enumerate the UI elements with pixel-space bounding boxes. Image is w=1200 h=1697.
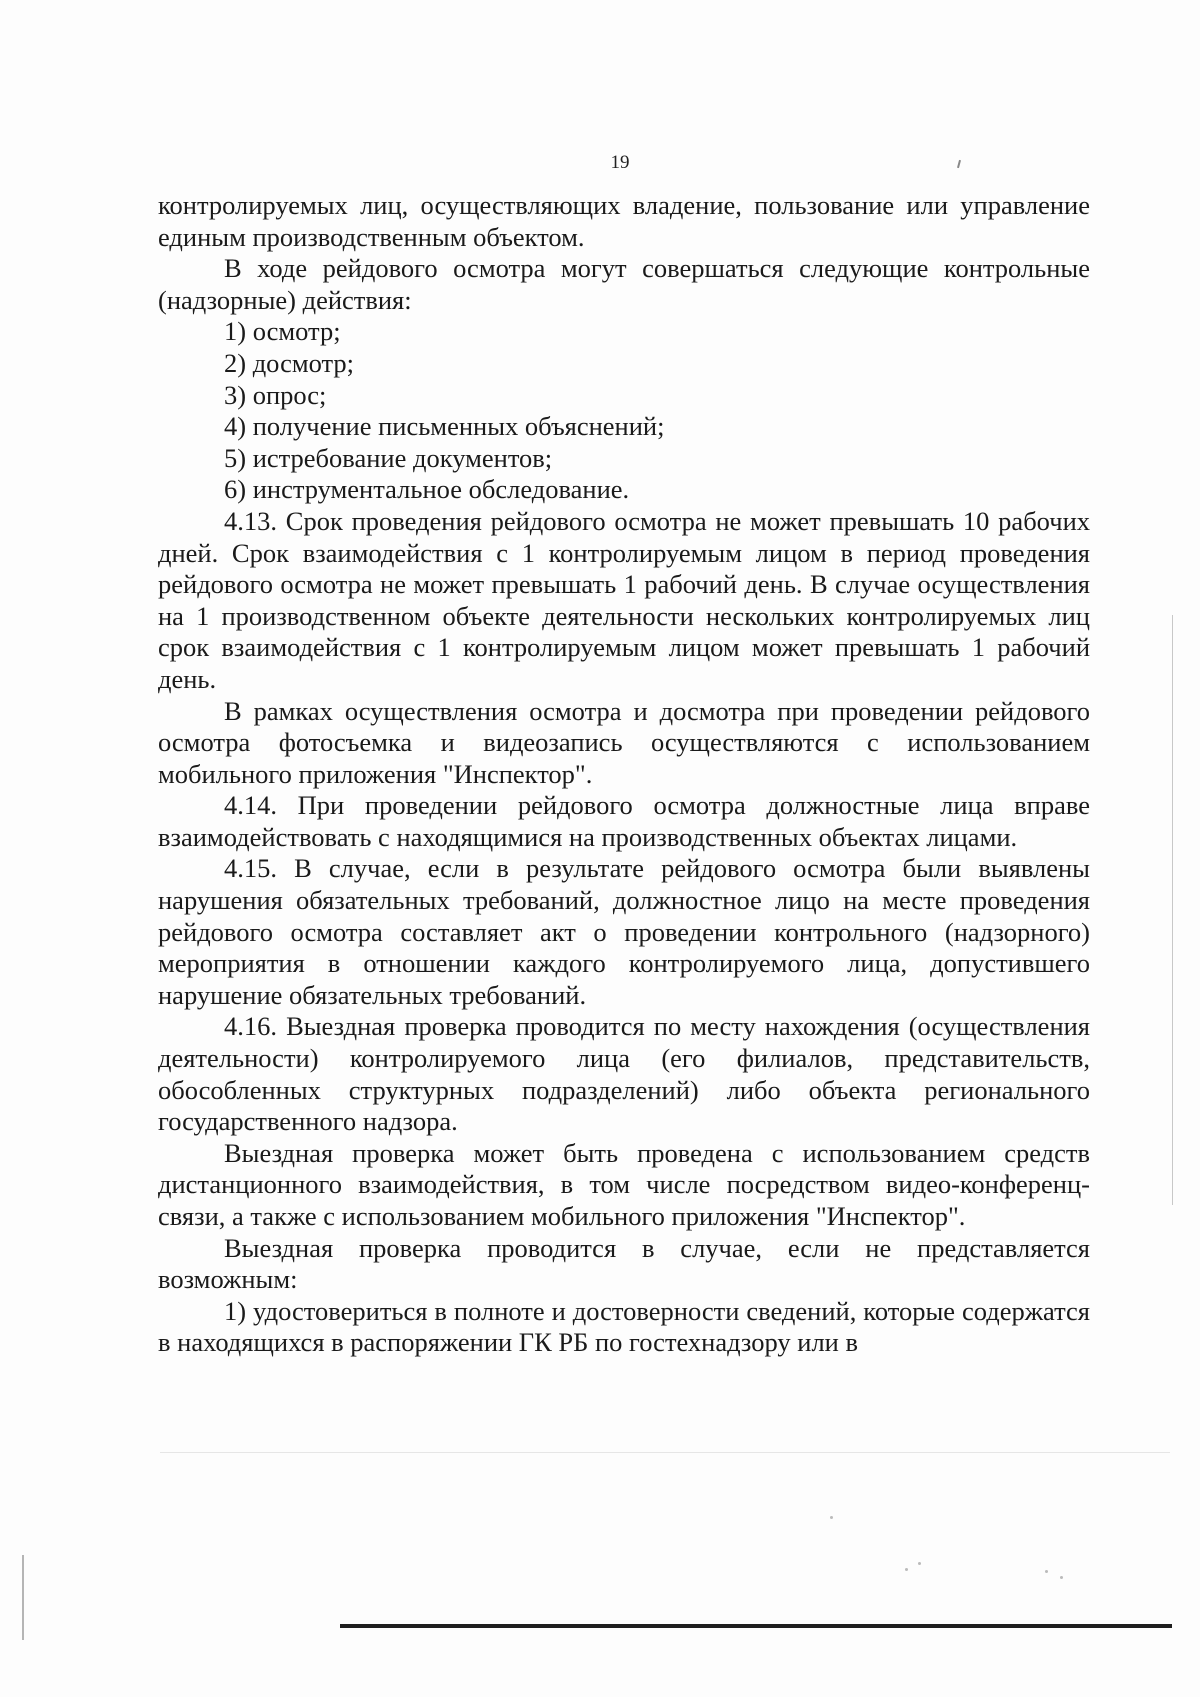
scan-speck [1060,1576,1063,1579]
paragraph-raid-actions-intro: В ходе рейдового осмотра могут совершаться следующие контрольные (надзорные) действия: [158,253,1090,315]
scan-speck [1045,1570,1048,1573]
paragraph-4-14: 4.14. При проведении рейдового осмотра должностные лица вправе взаимодействовать с находящимися на производственных объектах лицами. [158,790,1090,852]
paragraph-photo-video: В рамках осуществления осмотра и досмотра при проведении рейдового осмотра фотосъемка и видеозапись осуществляются с использованием мобильного приложения "Инспектор". [158,695,1090,789]
paragraph-4-16: 4.16. Выездная проверка проводится по месту нахождения (осуществления деятельности) контролируемого лица (его филиалов, представительств, обособленных структурных подразделений) либо объекта регионального государственного надзора. [158,1011,1090,1137]
list-item-written-explanations: 4) получение письменных объяснений; [224,411,665,442]
paragraph-remote-check: Выездная проверка может быть проведена с использованием средств дистанционного взаимодействия, в том числе посредством видео-конференц-связи, а также с использованием мобильного приложения "Инспектор". [158,1137,1090,1231]
scan-edge-line-right [1172,615,1173,1205]
list-item-instrumental-examination: 6) инструментальное обследование. [224,474,630,505]
scan-speck [918,1562,921,1565]
paragraph-4-15: 4.15. В случае, если в результате рейдового осмотра были выявлены нарушения обязательных требований, должностное лицо на месте проведения рейдового осмотра составляет акт о проведении контрольного (надзорного) мероприятия в отношении каждого контролируемого лица, допустившего нарушение обязательных требований. [158,853,1090,1010]
scan-speck [905,1568,908,1571]
scan-speck [830,1516,833,1519]
scan-bottom-bar [340,1624,1172,1628]
list-item-inspection: 1) осмотр; [224,316,341,347]
paragraph-onsite-conditions: Выездная проверка проводится в случае, если не представляется возможным: [158,1232,1090,1295]
paragraph-4-13: 4.13. Срок проведения рейдового осмотра не может превышать 10 рабочих дней. Срок взаимодействия с 1 контролируемым лицом в период проведения рейдового осмотра не может превышать 1 рабочий день. В случае осуществления на 1 производственном объекте деятельности нескольких контролируемых лиц срок взаимодействия с 1 контролируемым лицом может превышать 1 рабочий день. [158,505,1090,694]
document-body [158,190,1090,1359]
paragraph-condition-1: 1) удостовериться в полноте и достоверности сведений, которые содержатся в находящихся в распоряжении ГК РБ по гостехнадзору или в [158,1295,1090,1358]
paragraph-continuation: контролируемых лиц, осуществляющих владение, пользование или управление единым производственным объектом. [158,190,1090,252]
page-number: 19 [610,152,630,173]
list-item-interview: 3) опрос; [224,379,327,410]
scan-faint-line [160,1452,1170,1453]
list-item-document-request: 5) истребование документов; [224,442,553,473]
scan-edge-line-left [22,1555,24,1640]
list-item-search: 2) досмотр; [224,347,355,378]
